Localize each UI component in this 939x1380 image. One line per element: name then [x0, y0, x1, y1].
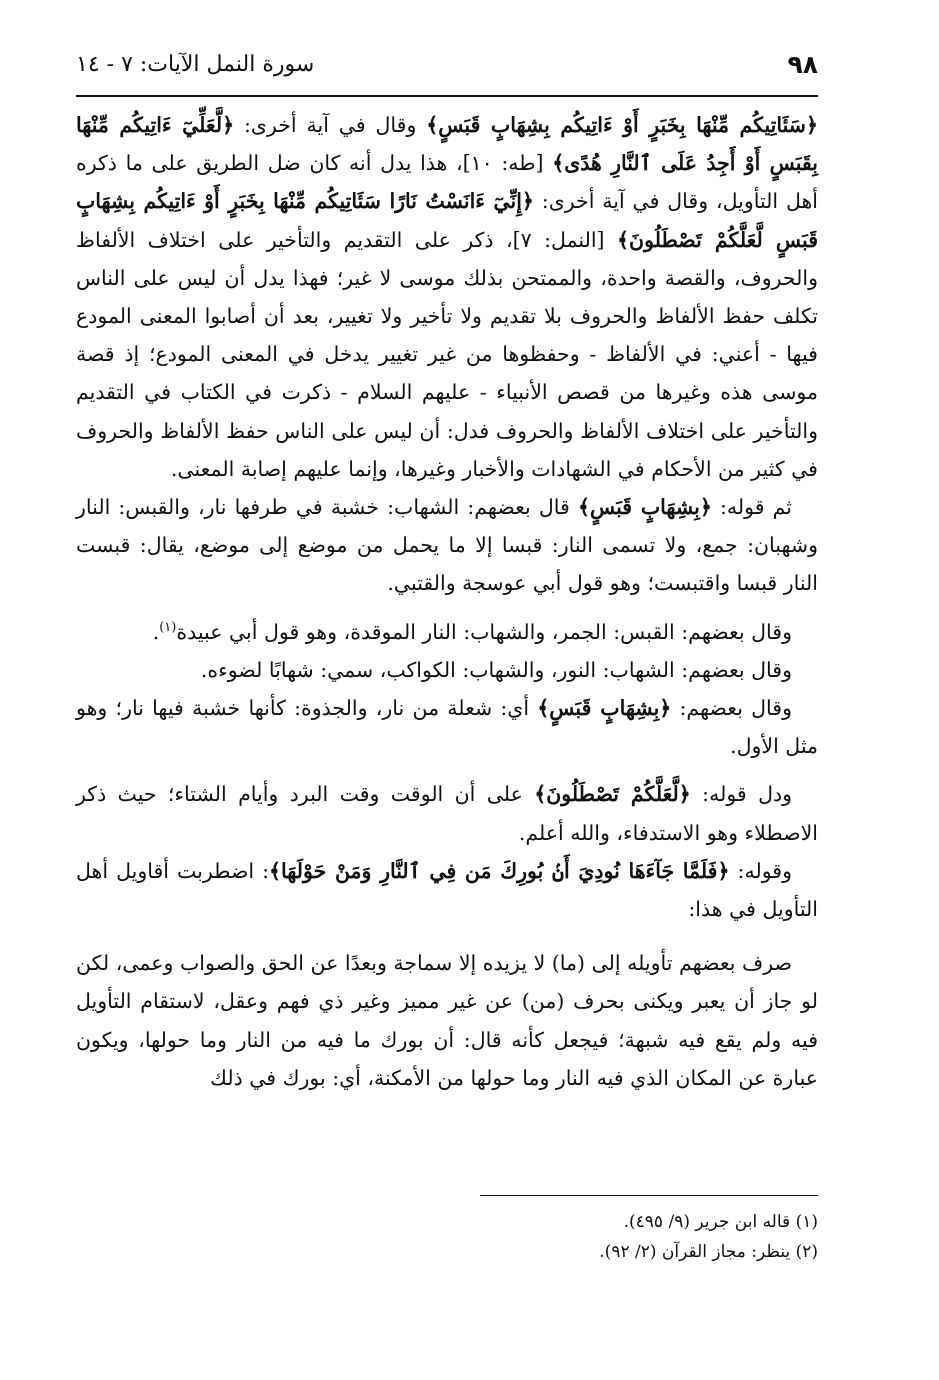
paragraph — [76, 651, 818, 689]
page-number: ٩٨ — [787, 50, 818, 79]
text-segment: ثم قوله: — [711, 495, 792, 520]
quran-verse: ﴿لَّعَلَّكُمْ تَصْطَلُونَ﴾ — [534, 782, 691, 807]
text-segment: أي: شعلة من نار، والجذوة: كأنها خشبة فيها نار؛ وهو مثل الأول. — [76, 696, 818, 759]
text-segment: وقال بعضهم: — [671, 696, 792, 721]
text-segment: صرف بعضهم تأويله إلى (ما) لا يزيده إلا سماجة وبعدًا عن الحق والصواب وعمى، لكن لو جاز أن يعبر ويكنى بحرف (من) عن غير مميز وغير ذي فهم وعقل، لاستقام التأويل فيه ولم يقع فيه شبهة؛ فيجعل كأنه قال: أن بورك ما فيه من النار وما حولها، ويكون عبارة عن المكان الذي فيه النار وما حولها من الأمكنة، أي: بورك في ذلك — [76, 951, 818, 1090]
footnote-item: (١) قاله ابن جرير (٩/ ٤٩٥). — [623, 1212, 818, 1232]
footnote-item: (٢) ينظر: مجاز القرآن (٢/ ٩٢). — [599, 1242, 818, 1262]
running-title: سورة النمل الآيات: ٧ - ١٤ — [76, 52, 315, 77]
text-segment: على أن الوقت وقت البرد وأيام الشتاء؛ حيث ذكر الاصطلاء وهو الاستدفاء، والله أعلم. — [76, 782, 818, 845]
text-segment: ودل قوله: — [690, 782, 792, 807]
quran-verse: ﴿لَّعَلِّيٓ ءَاتِيكُم مِّنْهَا بِقَبَسٍ أَوْ أَجِدُ عَلَى ٱلنَّارِ هُدًى﴾ — [76, 113, 818, 176]
footnote-rule — [480, 1195, 818, 1196]
text-segment: : اضطربت أقاويل أهل التأويل في هذا: — [76, 858, 818, 922]
paragraph — [76, 613, 818, 651]
paragraph — [76, 488, 818, 603]
text-segment: وقال بعضهم: الشهاب: النور، والشهاب: الكواكب، سمي: شهابًا لضوءه. — [200, 657, 792, 682]
text-segment: [طه: ١٠]، هذا يدل أنه كان ضل الطريق على ما ذكره أهل التأويل، وقال في آية أخرى: — [76, 151, 819, 214]
paragraph — [76, 852, 818, 928]
text-segment: قال بعضهم: الشهاب: خشبة في طرفها نار، والقبس: النار وشهبان: جمع، ولا تسمى النار: قبسا إلا ما يحمل من موضع إلى موضع، يقال: قبست النار قبسا واقتبست؛ وهو قول أبي عوسجة والقتبي. — [76, 495, 818, 596]
text-segment: . — [152, 619, 160, 644]
quran-verse: ﴿فَلَمَّا جَآءَهَا نُودِيَ أَنۢ بُورِكَ مَن فِي ٱلنَّارِ وَمَنْ حَوْلَهَا﴾ — [269, 858, 730, 883]
footnote-reference: (١) — [159, 619, 177, 635]
paragraph — [76, 944, 818, 1097]
quran-verse: ﴿بِشِهَابٍ قَبَسٍ﴾ — [537, 696, 672, 721]
text-segment: [النمل: ٧]، ذكر على التقديم والتأخير على اختلاف الألفاظ والحروف، والقصة واحدة، والممتحن بذلك موسى لا غير؛ فهذا يدل أن ليس على الناس تكلف حفظ الألفاظ والحروف بلا تقديم ولا تأخير ولا تغيير، بعد أن أصابوا المعنى المودع فيها - أعني: في الألفاظ - وحفظوها من غير تغيير يدخل في المعنى المودع؛ إذ قصة موسى هذه وغيرها من قصص الأنبياء - عليهم السلام - ذكرت في الكتاب في التقديم والتأخير على اختلاف الألفاظ والحروف فدل: أن ليس على الناس حفظ الألفاظ والحروف في كثير من الأحكام في الشهادات والأخبار وغيرها، وإنما عليهم إصابة المعنى. — [76, 227, 818, 481]
text-segment: وقال في آية أخرى: — [234, 113, 427, 137]
paragraph — [76, 689, 818, 765]
text-segment: وقوله: — [729, 858, 792, 883]
header-rule — [76, 95, 818, 97]
text-segment: وقال بعضهم: القبس: الجمر، والشهاب: النار الموقدة، وهو قول أبي عبيدة — [176, 619, 792, 644]
body-text — [76, 106, 818, 1097]
footnotes — [76, 1207, 818, 1267]
quran-verse: ﴿سَئَاتِيكُم مِّنْهَا بِخَبَرٍ أَوْ ءَاتِيكُم بِشِهَابٍ قَبَسٍ﴾ — [426, 113, 818, 137]
page-header — [76, 50, 818, 92]
quran-verse: ﴿إِنِّيٓ ءَانَسْتُ نَارًا سَئَاتِيكُم مِّنْهَا بِخَبَرٍ أَوْ ءَاتِيكُم بِشِهَابٍ قَبَسٍ لَّعَلَّكُمْ تَصْطَلُونَ﴾ — [76, 189, 818, 252]
paragraph — [76, 775, 818, 851]
quran-verse: ﴿بِشِهَابٍ قَبَسٍ﴾ — [577, 495, 712, 520]
paragraph — [76, 106, 818, 488]
